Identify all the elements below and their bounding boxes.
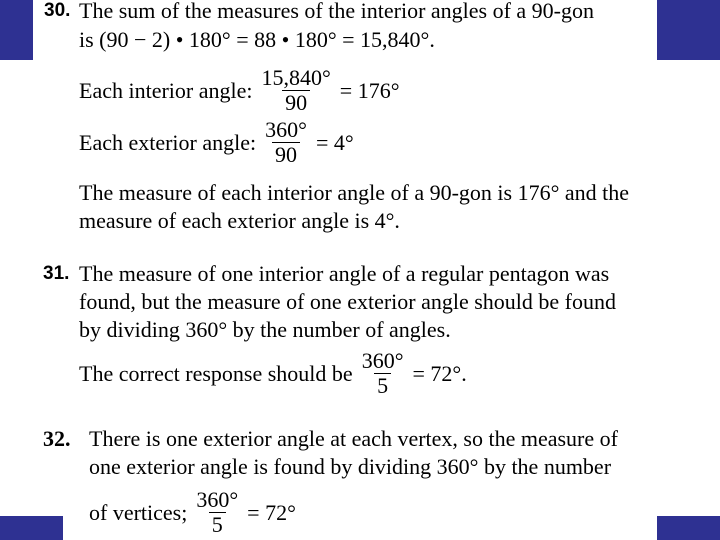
problem-32-number: 32. xyxy=(43,426,71,451)
fraction-numerator: 15,840° xyxy=(261,65,331,90)
problem-32-line-1: There is one exterior angle at each vertex, so the measure of xyxy=(89,426,618,451)
correct-response-fraction xyxy=(359,349,407,398)
correct-response-equation xyxy=(79,349,467,398)
problem-30-line-1: The sum of the measures of the interior angles of a 90-gon xyxy=(79,0,595,23)
problem-31-line-3: by dividing 360° by the number of angles. xyxy=(79,317,451,342)
correct-response-label: The correct response should be xyxy=(79,360,353,386)
fraction-numerator: 360° xyxy=(265,117,307,142)
vertices-equation xyxy=(89,488,296,537)
interior-angle-result: = 176° xyxy=(339,77,400,103)
vertices-fraction xyxy=(193,488,241,537)
fraction-denominator: 90 xyxy=(272,142,300,167)
interior-angle-label: Each interior angle: xyxy=(79,77,253,103)
problem-30-conclusion-1: The measure of each interior angle of a 90-gon is 176° and the xyxy=(79,180,630,205)
fraction-numerator: 360° xyxy=(361,348,404,373)
vertices-label: of vertices; xyxy=(89,499,188,525)
corner-bar-bottom-left xyxy=(0,516,63,540)
problem-31-line-2: found, but the measure of one exterior angle should be found xyxy=(79,289,617,314)
problem-31-line-1: The measure of one interior angle of a regular pentagon was xyxy=(79,261,610,286)
problem-30-conclusion-2: measure of each exterior angle is 4°. xyxy=(79,208,400,233)
interior-angle-fraction xyxy=(258,66,333,115)
corner-bar-bottom-right xyxy=(657,516,720,540)
exterior-angle-equation xyxy=(79,118,354,167)
vertices-result: = 72° xyxy=(247,499,296,525)
fraction-numerator: 360° xyxy=(196,487,239,512)
problem-30-line-2: is (90 − 2) • 180° = 88 • 180° = 15,840°. xyxy=(79,27,435,52)
problem-30-number: 30. xyxy=(44,0,71,21)
exterior-angle-label: Each exterior angle: xyxy=(79,129,257,155)
exterior-angle-result: = 4° xyxy=(315,129,354,155)
fraction-denominator: 5 xyxy=(209,512,226,537)
corner-bar-top-right xyxy=(657,0,720,60)
interior-angle-equation xyxy=(79,66,400,115)
corner-bar-top-left xyxy=(0,0,33,60)
problem-31-number: 31. xyxy=(43,263,70,284)
fraction-denominator: 5 xyxy=(374,373,391,398)
fraction-denominator: 90 xyxy=(282,90,310,115)
correct-response-result: = 72°. xyxy=(412,360,467,386)
problem-32-line-2: one exterior angle is found by dividing 360° by the number xyxy=(89,454,612,479)
exterior-angle-fraction xyxy=(262,118,310,167)
